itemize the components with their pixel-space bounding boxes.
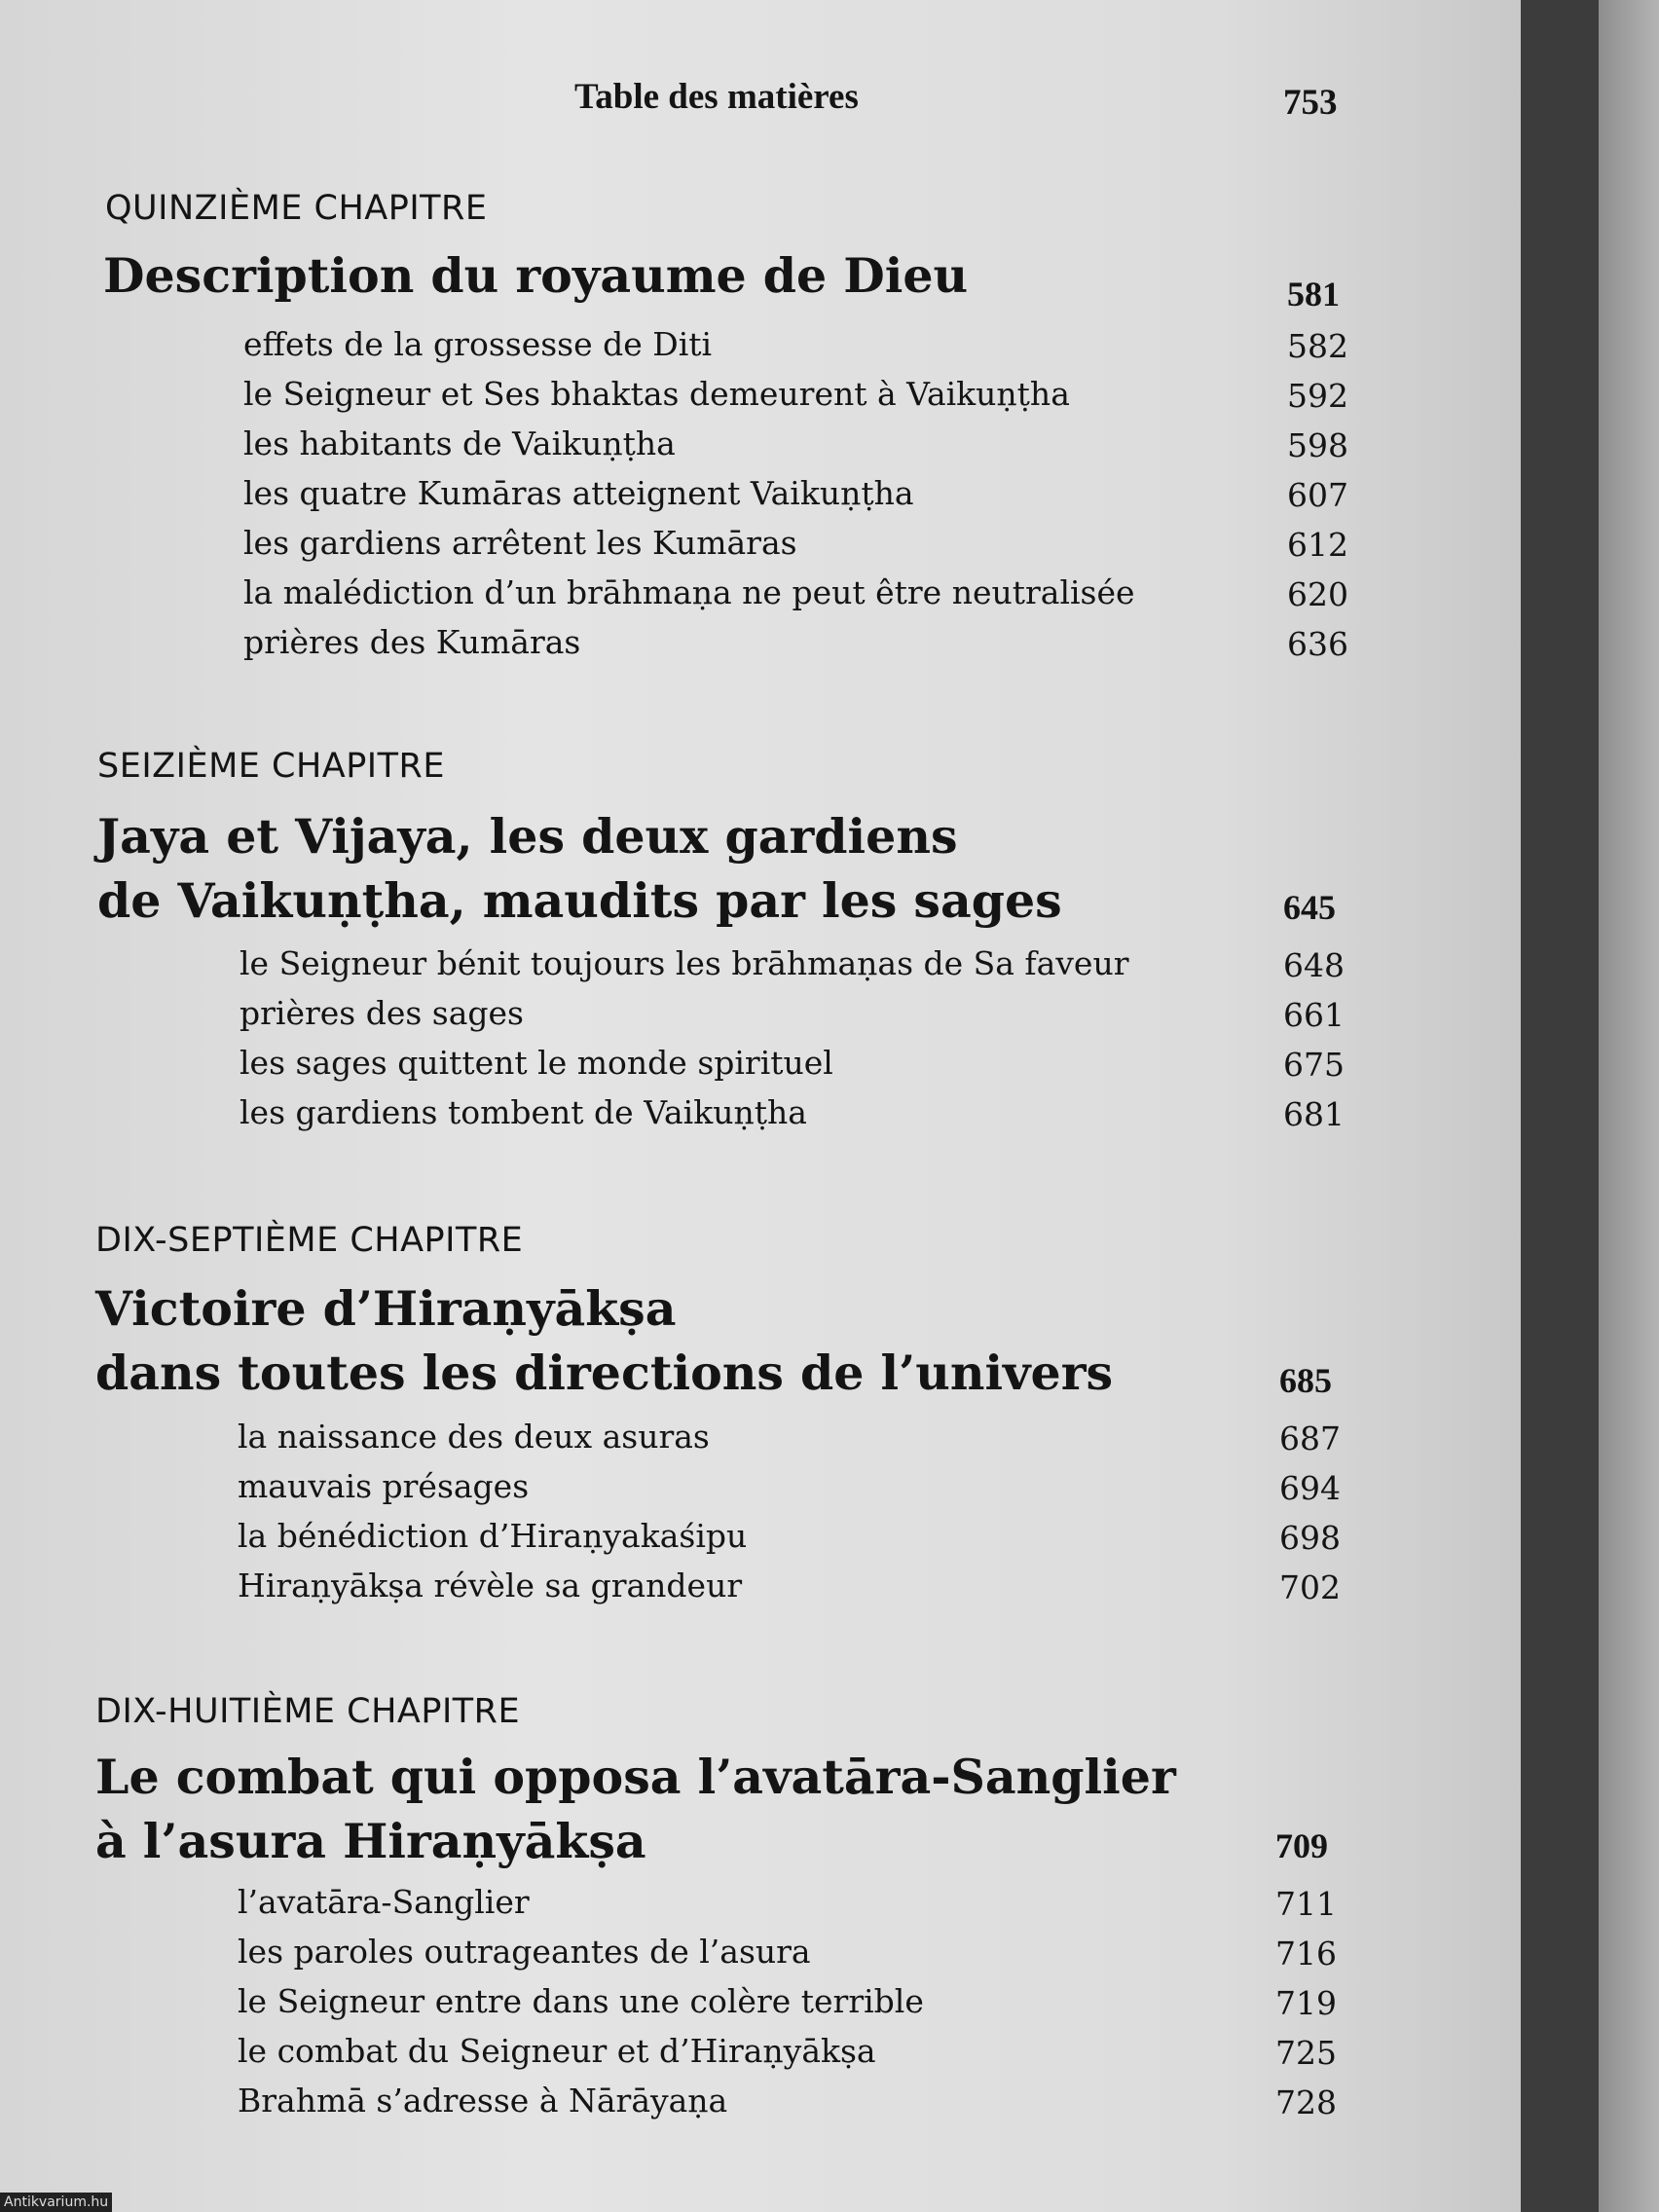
entry-page-number: 681: [1283, 1095, 1345, 1133]
chapter-title-line: de Vaikuṇṭha, maudits par les sages: [97, 872, 1062, 929]
entry-page-number: 694: [1279, 1469, 1341, 1507]
toc-entry[interactable]: [243, 375, 1348, 424]
running-page-number: 753: [1283, 83, 1338, 123]
chapter-page-number: 581: [1287, 275, 1340, 313]
chapter-title-line: Victoire d’Hiraṇyākṣa: [95, 1280, 677, 1337]
toc-entry[interactable]: [243, 474, 1348, 524]
entry-text: le Seigneur et Ses bhaktas demeurent à Vaikuṇṭha: [243, 375, 1070, 413]
entry-text: prières des Kumāras: [243, 623, 581, 661]
chapter-label: QUINZIÈME CHAPITRE: [105, 189, 488, 228]
entry-text: les habitants de Vaikuṇṭha: [243, 424, 676, 462]
entry-page-number: 592: [1287, 377, 1348, 415]
entry-text: les paroles outrageantes de l’asura: [238, 1933, 811, 1971]
chapter-label: SEIZIÈME CHAPITRE: [97, 747, 445, 786]
chapter-page-number: 685: [1279, 1361, 1332, 1400]
entry-page-number: 711: [1275, 1885, 1337, 1923]
toc-entry[interactable]: [238, 2032, 1338, 2082]
entry-page-number: 661: [1283, 996, 1345, 1034]
chapter-title: [95, 1745, 1176, 1873]
entry-text: le combat du Seigneur et d’Hiraṇyākṣa: [238, 2032, 876, 2070]
entry-page-number: 607: [1287, 476, 1348, 514]
chapter-title-line: Description du royaume de Dieu: [103, 247, 969, 304]
entry-page-number: 675: [1283, 1046, 1345, 1084]
entry-page-number: 719: [1275, 1984, 1337, 2022]
toc-entry[interactable]: [238, 1517, 1341, 1567]
entry-page-number: 728: [1275, 2083, 1337, 2121]
toc-entry[interactable]: [240, 1093, 1345, 1143]
book-spine-shadow: [1521, 0, 1599, 2212]
toc-entry[interactable]: [238, 2082, 1338, 2131]
toc-entry[interactable]: [238, 1883, 1338, 1933]
watermark: Antikvarium.hu: [0, 2193, 112, 2212]
chapter-title-line: Le combat qui opposa l’avatāra-Sanglier: [95, 1749, 1176, 1805]
running-title: Table des matières: [574, 77, 859, 117]
entry-page-number: 620: [1287, 575, 1348, 613]
entry-text: effets de la grossesse de Diti: [243, 325, 713, 363]
entry-text: mauvais présages: [238, 1467, 530, 1505]
toc-entry[interactable]: [243, 424, 1348, 474]
chapter-title: [95, 1276, 1113, 1405]
toc-entry[interactable]: [238, 1982, 1338, 2032]
entry-list: [238, 1418, 1341, 1616]
chapter-title: [97, 804, 1062, 933]
toc-entry[interactable]: [238, 1567, 1341, 1616]
entry-text: la malédiction d’un brāhmaṇa ne peut être neutralisée: [243, 573, 1135, 611]
entry-list: [238, 1883, 1338, 2131]
entry-text: Hiraṇyākṣa révèle sa grandeur: [238, 1567, 743, 1604]
entry-page-number: 612: [1287, 526, 1348, 564]
entry-page-number: 716: [1275, 1935, 1337, 1972]
toc-entry[interactable]: [240, 944, 1345, 994]
entry-text: la bénédiction d’Hiraṇyakaśipu: [238, 1517, 748, 1555]
entry-text: les gardiens arrêtent les Kumāras: [243, 524, 797, 562]
entry-text: les gardiens tombent de Vaikuṇṭha: [240, 1093, 807, 1131]
entry-page-number: 698: [1279, 1519, 1341, 1557]
entry-text: Brahmā s’adresse à Nārāyaṇa: [238, 2082, 728, 2120]
entry-page-number: 598: [1287, 426, 1348, 464]
entry-text: la naissance des deux asuras: [238, 1418, 710, 1456]
chapter-page-number: 645: [1283, 888, 1336, 927]
toc-entry[interactable]: [240, 994, 1345, 1044]
chapter-title-line: Jaya et Vijaya, les deux gardiens: [97, 808, 958, 865]
entry-list: [240, 944, 1345, 1143]
chapter-title-line: dans toutes les directions de l’univers: [95, 1345, 1114, 1401]
toc-entry[interactable]: [243, 623, 1348, 673]
toc-entry[interactable]: [238, 1418, 1341, 1467]
chapter-title: [103, 243, 968, 308]
toc-entry[interactable]: [243, 524, 1348, 573]
entry-page-number: 702: [1279, 1568, 1341, 1606]
toc-entry[interactable]: [243, 325, 1348, 375]
entry-page-number: 636: [1287, 625, 1348, 663]
entry-text: les quatre Kumāras atteignent Vaikuṇṭha: [243, 474, 914, 512]
entry-text: le Seigneur bénit toujours les brāhmaṇas de Sa faveur: [240, 944, 1129, 982]
toc-entry[interactable]: [243, 573, 1348, 623]
chapter-page-number: 709: [1275, 1826, 1328, 1865]
chapter-label: DIX-HUITIÈME CHAPITRE: [95, 1692, 521, 1731]
entry-page-number: 725: [1275, 2034, 1337, 2072]
entry-text: l’avatāra-Sanglier: [238, 1883, 530, 1921]
entry-page-number: 648: [1283, 946, 1345, 984]
entry-text: prières des sages: [240, 994, 524, 1032]
chapter-title-line: à l’asura Hiraṇyākṣa: [95, 1813, 646, 1869]
chapter-label: DIX-SEPTIÈME CHAPITRE: [95, 1221, 524, 1260]
toc-entry[interactable]: [240, 1044, 1345, 1093]
book-edge: [1599, 0, 1659, 2212]
entry-list: [243, 325, 1348, 673]
entry-page-number: 687: [1279, 1419, 1341, 1457]
entry-text: les sages quittent le monde spirituel: [240, 1044, 833, 1082]
entry-page-number: 582: [1287, 327, 1348, 365]
entry-text: le Seigneur entre dans une colère terrible: [238, 1982, 924, 2020]
toc-entry[interactable]: [238, 1933, 1338, 1982]
toc-entry[interactable]: [238, 1467, 1341, 1517]
